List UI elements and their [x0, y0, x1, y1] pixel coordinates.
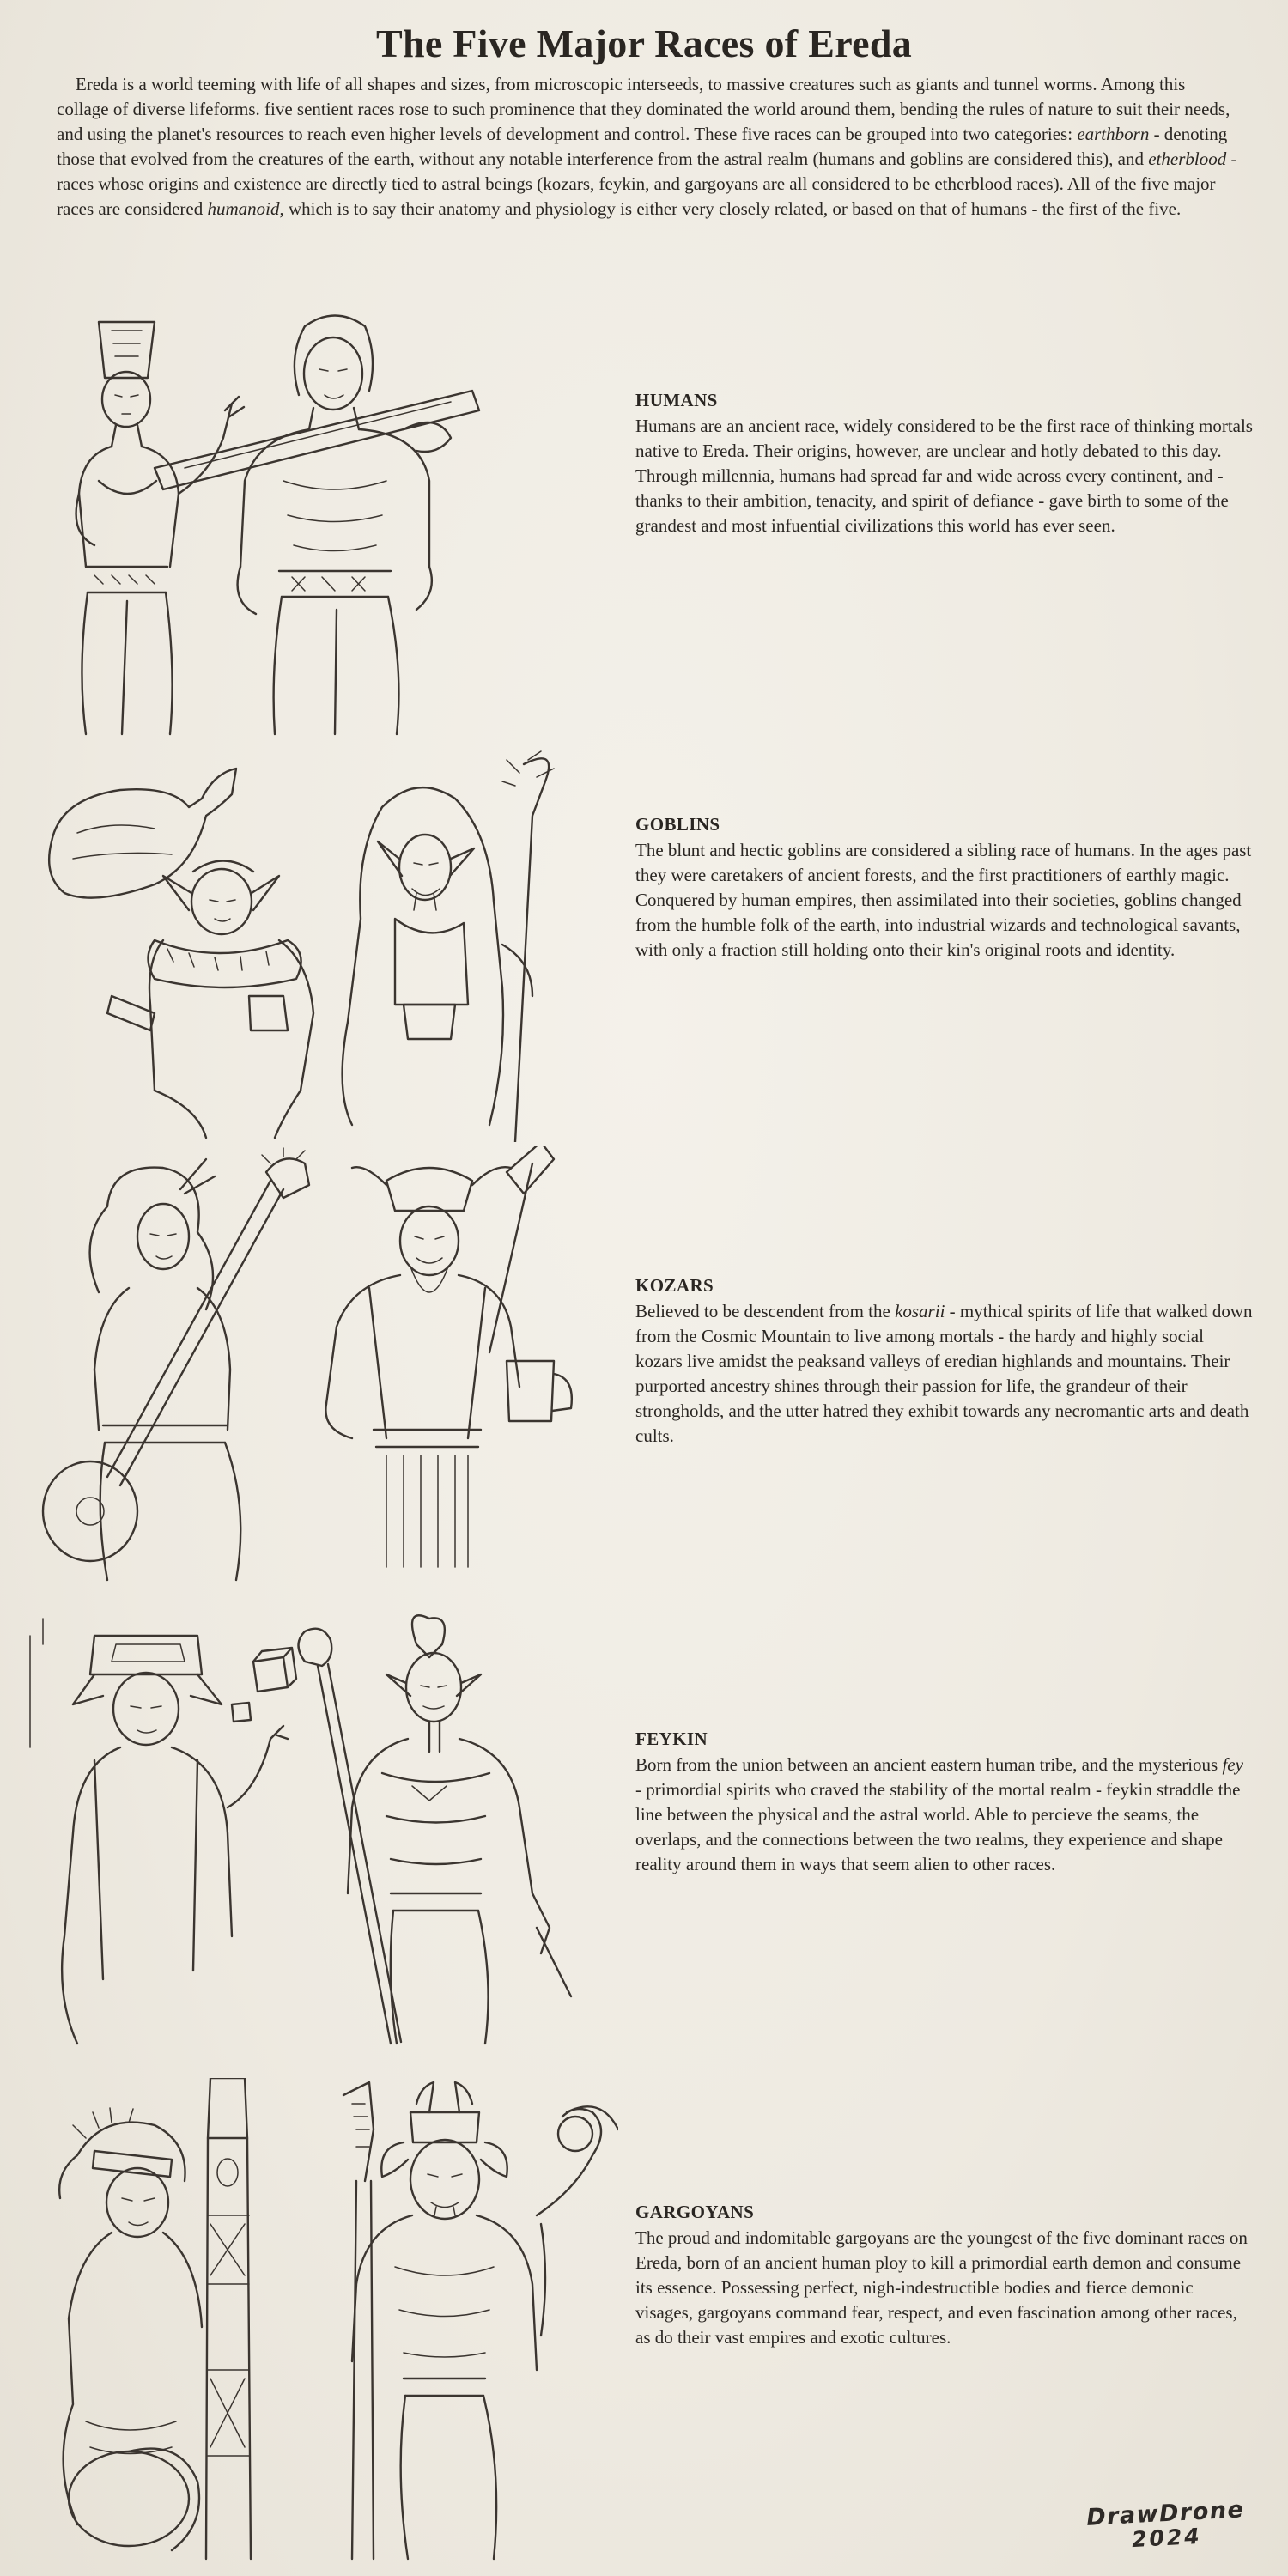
artist-signature	[1071, 2495, 1262, 2555]
intro-term-humanoid: humanoid	[207, 198, 280, 219]
kozars-text-part-2: - mythical spirits of life that walked down from the Cosmic Mountain to live among mortals - the hardy and highly social kozars live amidst the peaksand valleys of eredian highlands and mountains. Their purported ancestry shines through their passion for life, the grandeur of their strongholds, and the utter hatred they exhibit towards any necromantic arts and death cults.	[635, 1301, 1253, 1446]
kozars-text-part-1: Believed to be descendent from the	[635, 1301, 896, 1321]
goblins-illustration	[26, 747, 618, 1142]
race-section-humans	[0, 309, 1288, 756]
race-description-goblins: The blunt and hectic goblins are considered a sibling race of humans. In the ages past they were caretakers of ancient forests, and the first practitioners of earthly magic. Conquered by human empires, then assimilated into their societies, goblins changed from the humble folk of the earth, into industrial wizards and technological savants, with only a fraction still holding onto their kin's original roots and identity.	[635, 840, 1252, 960]
signature-year: 2024	[1131, 2523, 1203, 2553]
kozars-term-kosarii: kosarii	[895, 1301, 945, 1321]
feykin-illustration	[26, 1610, 618, 2048]
gargoyans-illustration	[26, 2078, 618, 2567]
page-title: The Five Major Races of Ereda	[375, 21, 913, 65]
humans-text-block	[635, 388, 1254, 538]
race-title-feykin: FEYKIN	[635, 1728, 708, 1749]
signature-name: DrawDrone	[1085, 2496, 1246, 2531]
race-description-humans: Humans are an ancient race, widely considered to be the first race of thinking mortals native to Ereda. Their origins, however, are unclear and hotly debated to this day. Through millennia, humans had spread far and wide across every continent, and - thanks to their ambition, tenacity, and spirit of defiance - gave birth to some of the grandest and most infuential civilizations this world has ever seen.	[635, 416, 1253, 536]
kozars-text-block	[635, 1273, 1254, 1449]
intro-text-1: Ereda is a world teeming with life of all shapes and sizes, from microscopic interseeds, to massive creatures such as giants and tunnel worms. Among this collage of diverse lifeforms. five sentient races rose to such prominence that they dominated the world around them, bending the rules of nature to suit their needs, and using the planet's resources to reach even higher levels of development and control. These five races can be grouped into two categories:	[57, 74, 1230, 144]
intro-text-4: , which is to say their anatomy and physiology is either very closely related, or based on that of humans - the first of the five.	[279, 198, 1182, 219]
intro-term-etherblood: etherblood	[1148, 149, 1227, 169]
kozars-illustration	[26, 1146, 618, 1584]
gargoyans-text-block	[635, 2200, 1254, 2350]
intro-text-2: - denoting those that evolved from the creatures of the earth, without any notable interference from the astral realm (humans and goblins are considered this), and	[57, 124, 1228, 169]
intro-paragraph	[57, 72, 1242, 222]
humans-illustration	[26, 309, 618, 738]
intro-term-earthborn: earthborn	[1077, 124, 1150, 144]
race-description-feykin	[635, 1753, 1254, 1877]
intro-text-3: - races whose origins and existence are directly tied to astral beings (kozars, feykin, and gargoyans are all considered to be etherblood races). All of the five major races are considered	[57, 149, 1237, 219]
race-title-gargoyans: GARGOYANS	[635, 2202, 755, 2222]
race-title-goblins: GOBLINS	[635, 814, 720, 835]
feykin-term-fey: fey	[1222, 1754, 1243, 1775]
race-section-feykin	[0, 1610, 1288, 2057]
goblins-text-block	[635, 812, 1254, 963]
feykin-text-block	[635, 1727, 1254, 1877]
feykin-text-part-1: Born from the union between an ancient eastern human tribe, and the mysterious	[635, 1754, 1223, 1775]
race-description-gargoyans: The proud and indomitable gargoyans are the youngest of the five dominant races on Ereda, born of an ancient human ploy to kill a primordial earth demon and consume its essence. Possessing perfect, nigh-indestructible bodies and fierce demonic visages, gargoyans command fear, respect, and even fascination among other races, as do their vast empires and exotic cultures.	[635, 2227, 1248, 2348]
race-title-kozars: KOZARS	[635, 1275, 714, 1296]
race-description-kozars	[635, 1299, 1254, 1449]
feykin-text-part-2: - primordial spirits who craved the stability of the mortal realm - feykin straddle the line between the physical and the astral world. Able to percieve the seams, the overlaps, and the connections between the two realms, they experience and shape reality around them in ways that seem alien to other races.	[635, 1779, 1241, 1874]
race-section-kozars	[0, 1146, 1288, 1593]
race-title-humans: HUMANS	[635, 390, 718, 410]
race-section-goblins	[0, 747, 1288, 1151]
race-section-gargoyans	[0, 2078, 1288, 2576]
